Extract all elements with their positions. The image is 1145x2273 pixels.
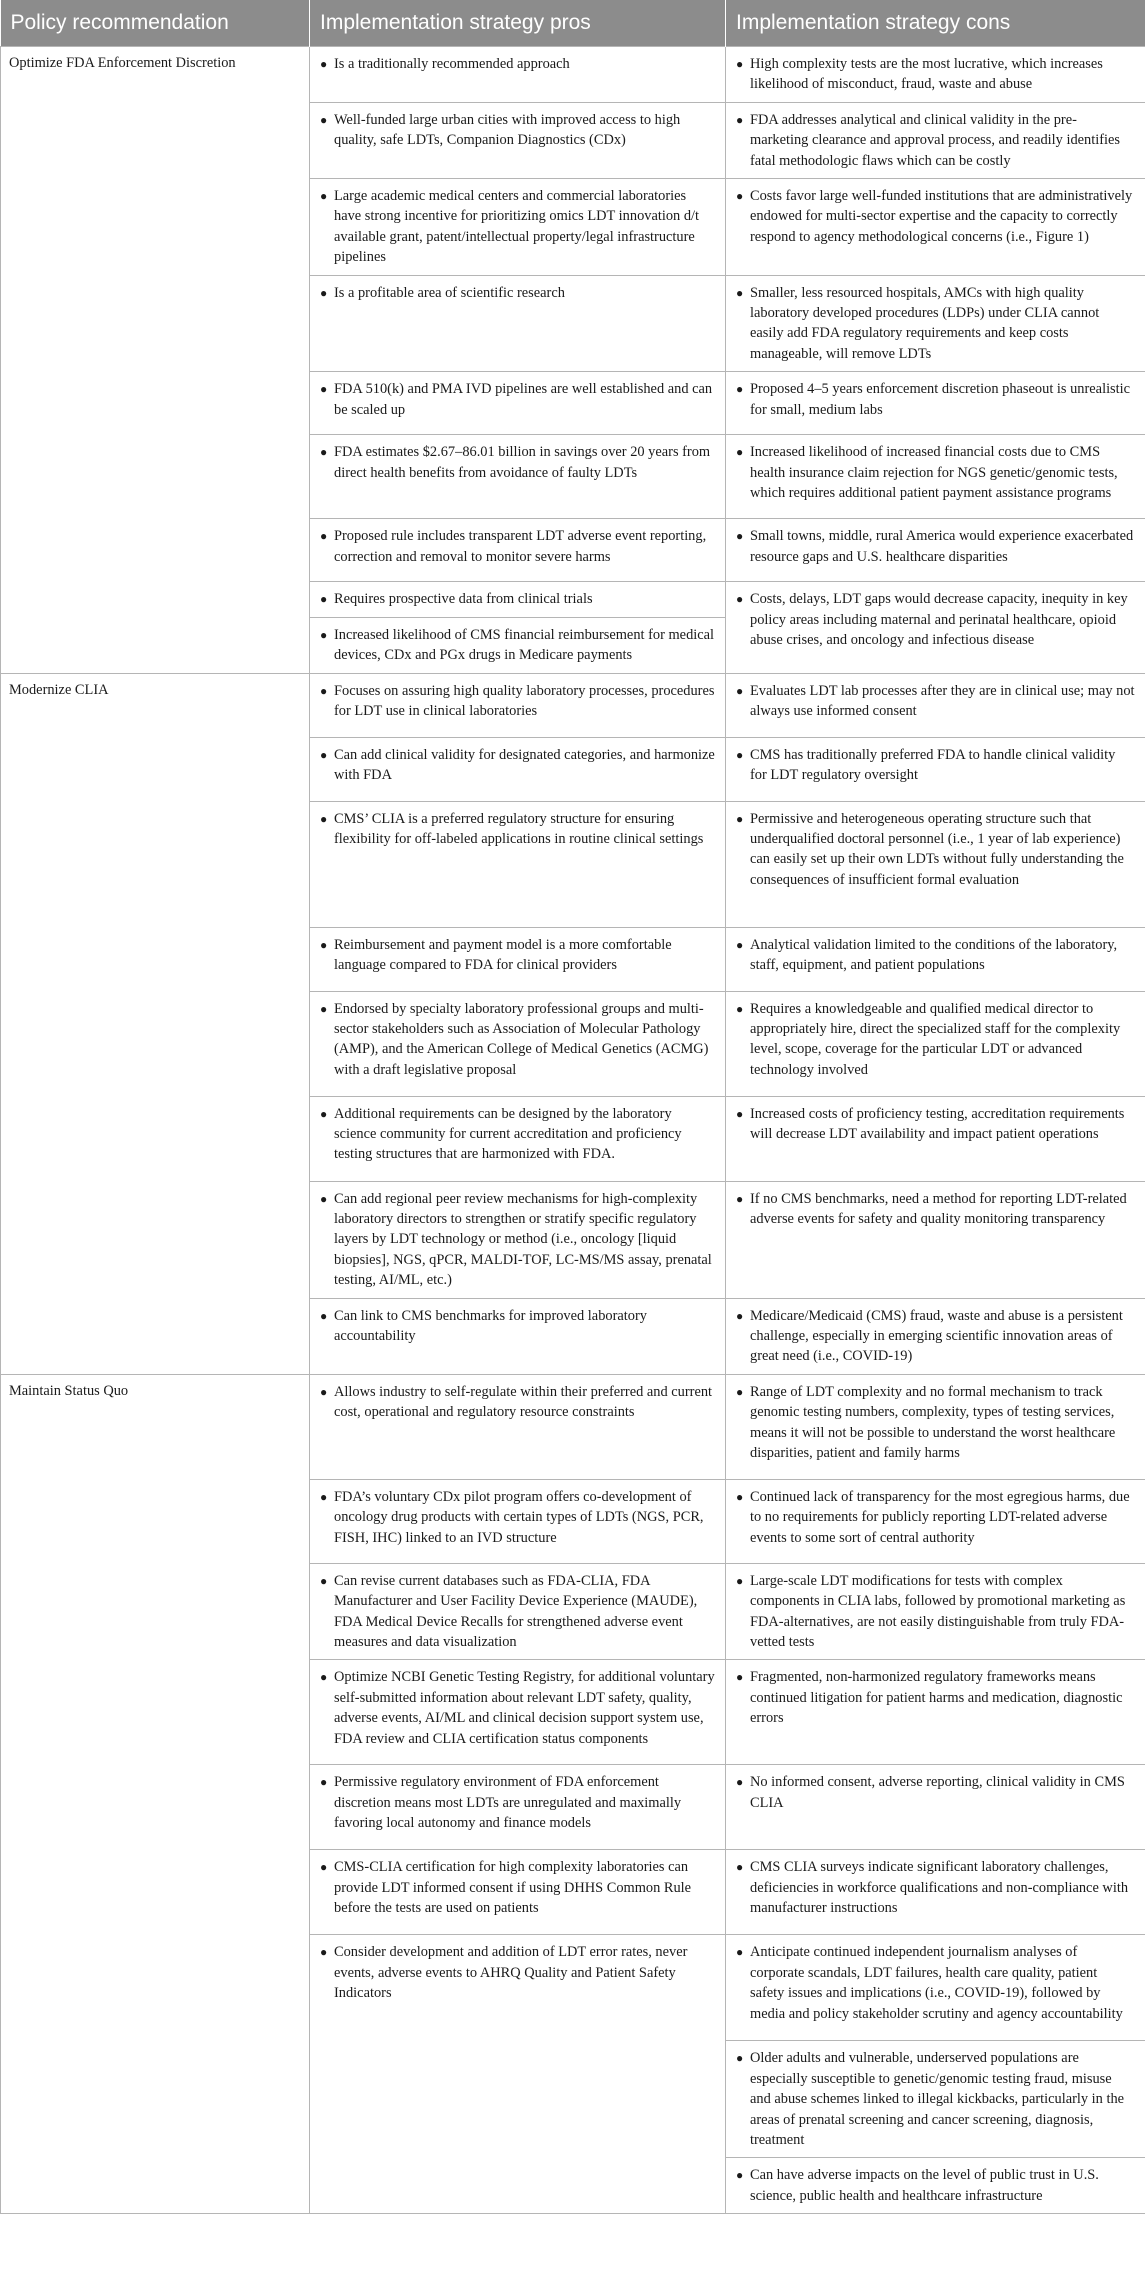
cons-text: Increased likelihood of increased financial costs due to CMS health insurance claim rejection for NGS genetic/genomic tests, which requires additional patient payment assistance programs bbox=[750, 444, 1118, 502]
cons-cell bbox=[726, 1660, 1145, 1765]
list-item bbox=[736, 1104, 1135, 1145]
bullet-icon: ● bbox=[736, 1489, 744, 1504]
bullet-icon: ● bbox=[320, 1191, 328, 1206]
pros-cell bbox=[310, 1181, 726, 1298]
cons-text: Small towns, middle, rural America would experience exacerbated resource gaps and U.S. healthcare disparities bbox=[750, 528, 1134, 565]
cons-text: Costs, delays, LDT gaps would decrease capacity, inequity in key policy areas including maternal and perinatal healthcare, opioid abuse crises, and oncology and infectious disease bbox=[750, 591, 1128, 649]
cons-cell bbox=[726, 737, 1145, 801]
bullet-icon: ● bbox=[736, 1860, 744, 1875]
bullet-icon: ● bbox=[736, 1191, 744, 1206]
pros-text: Optimize NCBI Genetic Testing Registry, for additional voluntary self-submitted information about relevant LDT safety, quality, adverse events, AI/ML and clinical decision support system use, FDA review and CLIA certification status components bbox=[334, 1669, 715, 1747]
list-item bbox=[736, 110, 1135, 171]
cons-text: Continued lack of transparency for the most egregious harms, due to no requirements for publicly reporting LDT-related adverse events to some sort of central authority bbox=[750, 1488, 1130, 1546]
bullet-icon: ● bbox=[320, 1308, 328, 1323]
header-pros: Implementation strategy pros bbox=[310, 0, 726, 47]
cons-text: Large-scale LDT modifications for tests with complex components in CLIA labs, followed by promotional marketing as FDA-alternatives, are not easily distinguishable from truly FDA-vetted tests bbox=[750, 1572, 1126, 1650]
pros-cell bbox=[310, 372, 726, 435]
cons-cell bbox=[726, 801, 1145, 927]
list-item bbox=[320, 1857, 715, 1918]
bullet-icon: ● bbox=[320, 811, 328, 826]
pros-cell bbox=[310, 179, 726, 276]
bullet-icon: ● bbox=[736, 112, 744, 127]
list-item bbox=[320, 186, 715, 268]
pros-cell bbox=[310, 801, 726, 927]
header-cons: Implementation strategy cons bbox=[726, 0, 1145, 47]
cons-text: If no CMS benchmarks, need a method for reporting LDT-related adverse events for safety and quality monitoring transparency bbox=[750, 1190, 1127, 1227]
bullet-icon: ● bbox=[320, 1775, 328, 1790]
list-item bbox=[736, 1857, 1135, 1918]
cons-cell bbox=[726, 1850, 1145, 1935]
bullet-icon: ● bbox=[320, 1384, 328, 1399]
pros-cell bbox=[310, 582, 726, 617]
pros-text: Well-funded large urban cities with improved access to high quality, safe LDTs, Companion Diagnostics (CDx) bbox=[334, 111, 681, 149]
list-item bbox=[736, 589, 1135, 650]
list-item bbox=[736, 283, 1135, 365]
cons-text: Medicare/Medicaid (CMS) fraud, waste and abuse is a persistent challenge, especially in emerging scientific innovation areas of great need (i.e., COVID-19) bbox=[750, 1307, 1123, 1365]
pros-text: Focuses on assuring high quality laboratory processes, procedures for LDT use in clinical laboratories bbox=[334, 682, 715, 719]
list-item bbox=[736, 1667, 1135, 1728]
bullet-icon: ● bbox=[736, 285, 744, 300]
list-item bbox=[320, 935, 715, 976]
cons-cell bbox=[726, 102, 1145, 178]
bullet-icon: ● bbox=[736, 1308, 744, 1323]
list-item bbox=[736, 1382, 1135, 1464]
pros-text: FDA’s voluntary CDx pilot program offers co-development of oncology drug products with certain types of LDTs (NGS, PCR, FISH, IHC) linked to an IVD structure bbox=[334, 1488, 704, 1546]
bullet-icon: ● bbox=[736, 1945, 744, 1960]
cons-cell bbox=[726, 1563, 1145, 1660]
list-item bbox=[736, 745, 1135, 786]
bullet-icon: ● bbox=[320, 747, 328, 762]
list-item bbox=[320, 283, 715, 303]
bullet-icon: ● bbox=[320, 382, 328, 397]
list-item bbox=[320, 1306, 715, 1347]
list-item bbox=[736, 1571, 1135, 1653]
bullet-icon: ● bbox=[320, 627, 328, 642]
cons-text: Requires a knowledgeable and qualified medical director to appropriately hire, direct the specialized staff for the complexity level, scope, coverage for the particular LDT or advanced technology involved bbox=[750, 1000, 1121, 1078]
list-item bbox=[736, 1942, 1135, 2024]
bullet-icon: ● bbox=[736, 189, 744, 204]
pros-cell bbox=[310, 737, 726, 801]
cons-text: No informed consent, adverse reporting, clinical validity in CMS CLIA bbox=[750, 1774, 1125, 1811]
pros-text: CMS-CLIA certification for high complexity laboratories can provide LDT informed consent if using DHHS Common Rule before the tests are used on patients bbox=[334, 1859, 692, 1917]
bullet-icon: ● bbox=[320, 189, 328, 204]
pros-cell bbox=[310, 1374, 726, 1479]
list-item bbox=[320, 681, 715, 722]
bullet-icon: ● bbox=[736, 2168, 744, 2183]
bullet-icon: ● bbox=[320, 937, 328, 952]
policy-cell: Optimize FDA Enforcement Discretion bbox=[1, 47, 310, 674]
list-item bbox=[320, 1571, 715, 1653]
list-item bbox=[320, 1382, 715, 1423]
list-item bbox=[320, 1104, 715, 1165]
list-item bbox=[320, 745, 715, 786]
list-item bbox=[736, 1487, 1135, 1548]
cons-cell bbox=[726, 275, 1145, 372]
cons-cell bbox=[726, 1374, 1145, 1479]
bullet-icon: ● bbox=[320, 529, 328, 544]
pros-cell bbox=[310, 1298, 726, 1374]
bullet-icon: ● bbox=[736, 592, 744, 607]
pros-text: Consider development and addition of LDT error rates, never events, adverse events to AHRQ Quality and Patient Safety Indicators bbox=[334, 1944, 688, 2002]
pros-cell bbox=[310, 1850, 726, 1935]
pros-cell bbox=[310, 1479, 726, 1563]
list-item bbox=[320, 1487, 715, 1548]
list-item bbox=[736, 681, 1135, 722]
cons-text: Permissive and heterogeneous operating structure such that underqualified doctoral personnel (i.e., 1 year of lab experience) can easily set up their own LDTs without fully understanding the consequences of insufficient formal evaluation bbox=[750, 810, 1124, 888]
list-item bbox=[320, 379, 715, 420]
pros-text: Can add regional peer review mechanisms for high-complexity laboratory directors to strengthen or stratify specific regulatory layers by LDT technology or method (i.e., oncology [liquid biopsies], NGS, qPCR, MALDI-TOF, LC-MS/MS assay, prenatal testing, AI/ML, etc.) bbox=[334, 1190, 712, 1289]
pros-text: Can add clinical validity for designated categories, and harmonize with FDA bbox=[334, 746, 715, 783]
bullet-icon: ● bbox=[320, 1489, 328, 1504]
pros-text: Reimbursement and payment model is a more comfortable language compared to FDA for clinical providers bbox=[334, 936, 672, 973]
pros-cell bbox=[310, 1563, 726, 1660]
table-row bbox=[1, 1374, 1145, 1479]
cons-cell bbox=[726, 1935, 1145, 2041]
cons-cell bbox=[726, 47, 1145, 103]
list-item bbox=[736, 1189, 1135, 1230]
pros-cell bbox=[310, 1660, 726, 1765]
pros-cell bbox=[310, 1935, 726, 2214]
list-item bbox=[736, 2048, 1135, 2150]
pros-text: CMS’ CLIA is a preferred regulatory structure for ensuring flexibility for off-labeled applications in routine clinical settings bbox=[334, 810, 704, 847]
pros-text: Permissive regulatory environment of FDA enforcement discretion means most LDTs are unregulated and maximally favoring local autonomy and finance models bbox=[334, 1774, 682, 1832]
list-item bbox=[320, 625, 715, 666]
cons-text: CMS has traditionally preferred FDA to handle clinical validity for LDT regulatory oversight bbox=[750, 746, 1116, 783]
pros-text: Can link to CMS benchmarks for improved laboratory accountability bbox=[334, 1307, 647, 1344]
list-item bbox=[320, 442, 715, 483]
cons-cell bbox=[726, 1181, 1145, 1298]
list-item bbox=[320, 809, 715, 850]
list-item bbox=[736, 379, 1135, 420]
pros-cell bbox=[310, 435, 726, 519]
bullet-icon: ● bbox=[736, 747, 744, 762]
list-item bbox=[320, 1772, 715, 1833]
bullet-icon: ● bbox=[736, 937, 744, 952]
cons-cell bbox=[726, 372, 1145, 435]
cons-cell bbox=[726, 435, 1145, 519]
pros-text: Is a traditionally recommended approach bbox=[334, 56, 570, 72]
pros-text: Allows industry to self-regulate within their preferred and current cost, operational and regulatory resource constraints bbox=[334, 1383, 713, 1421]
pros-cell bbox=[310, 927, 726, 991]
cons-text: Proposed 4–5 years enforcement discretion phaseout is unrealistic for small, medium labs bbox=[750, 381, 1131, 418]
cons-text: Smaller, less resourced hospitals, AMCs with high quality laboratory developed procedures (LDPs) under CLIA cannot easily add FDA regulatory requirements and keep costs manageable, will remove LDTs bbox=[750, 284, 1100, 362]
bullet-icon: ● bbox=[736, 811, 744, 826]
list-item bbox=[320, 1189, 715, 1291]
bullet-icon: ● bbox=[736, 683, 744, 698]
cons-text: Can have adverse impacts on the level of public trust in U.S. science, public health and healthcare infrastructure bbox=[750, 2167, 1099, 2204]
list-item bbox=[320, 526, 715, 567]
pros-text: Requires prospective data from clinical trials bbox=[334, 591, 593, 608]
pros-cell bbox=[310, 991, 726, 1096]
header-policy: Policy recommendation bbox=[1, 0, 310, 47]
pros-cell bbox=[310, 1096, 726, 1181]
bullet-icon: ● bbox=[320, 445, 328, 460]
bullet-icon: ● bbox=[736, 1573, 744, 1588]
list-item bbox=[736, 54, 1135, 95]
bullet-icon: ● bbox=[736, 529, 744, 544]
pros-cell bbox=[310, 102, 726, 178]
cons-text: Increased costs of proficiency testing, accreditation requirements will decrease LDT availability and impact patient operations bbox=[750, 1105, 1125, 1142]
list-item bbox=[320, 999, 715, 1081]
policy-cell: Maintain Status Quo bbox=[1, 1374, 310, 2213]
pros-cell bbox=[310, 617, 726, 673]
pros-text: FDA 510(k) and PMA IVD pipelines are well established and can be scaled up bbox=[334, 381, 713, 418]
cons-text: Fragmented, non-harmonized regulatory frameworks means continued litigation for patient harms and medication, diagnostic errors bbox=[750, 1669, 1123, 1727]
table-row bbox=[1, 47, 1145, 103]
cons-text: Costs favor large well-funded institutions that are administratively endowed for multi-sector expertise and the capacity to correctly respond to agency methodological concerns (i.e., Figure 1) bbox=[750, 188, 1133, 245]
bullet-icon: ● bbox=[320, 592, 328, 607]
list-item bbox=[736, 999, 1135, 1081]
bullet-icon: ● bbox=[736, 1384, 744, 1399]
pros-text: Endorsed by specialty laboratory professional groups and multi-sector stakeholders such as Association of Molecular Pathology (AMP), and the American College of Medical Genetics (ACMG) with a draft legislative proposal bbox=[334, 1000, 709, 1078]
bullet-icon: ● bbox=[320, 1573, 328, 1588]
cons-text: CMS CLIA surveys indicate significant laboratory challenges, deficiencies in workforce qualifications and non-compliance with manufacturer instructions bbox=[750, 1859, 1129, 1917]
cons-cell bbox=[726, 991, 1145, 1096]
table-row bbox=[1, 673, 1145, 737]
cons-cell bbox=[726, 673, 1145, 737]
list-item bbox=[736, 526, 1135, 567]
bullet-icon: ● bbox=[320, 1945, 328, 1960]
pros-cell bbox=[310, 1765, 726, 1850]
cons-cell bbox=[726, 1298, 1145, 1374]
cons-cell bbox=[726, 1479, 1145, 1563]
pros-cell bbox=[310, 47, 726, 103]
list-item bbox=[320, 110, 715, 151]
cons-text: FDA addresses analytical and clinical validity in the pre-marketing clearance and approval process, and readily identifies fatal methodologic flaws which can be costly bbox=[750, 111, 1120, 169]
pros-text: Proposed rule includes transparent LDT adverse event reporting, correction and removal to monitor severe harms bbox=[334, 528, 707, 565]
cons-text: Analytical validation limited to the conditions of the laboratory, staff, equipment, and patient populations bbox=[750, 936, 1118, 973]
bullet-icon: ● bbox=[320, 683, 328, 698]
cons-cell bbox=[726, 2041, 1145, 2158]
bullet-icon: ● bbox=[320, 112, 328, 127]
bullet-icon: ● bbox=[320, 285, 328, 300]
pros-text: Additional requirements can be designed by the laboratory science community for current accreditation and proficiency testing structures that are harmonized with FDA. bbox=[334, 1105, 682, 1163]
list-item bbox=[736, 1306, 1135, 1367]
cons-cell bbox=[726, 2158, 1145, 2214]
list-item bbox=[320, 54, 715, 74]
cons-text: Range of LDT complexity and no formal mechanism to track genomic testing numbers, complexity, types of testing services, means it will not be possible to understand the worst healthcare disparities, patient and family harms bbox=[750, 1383, 1116, 1461]
bullet-icon: ● bbox=[320, 1106, 328, 1121]
cons-cell bbox=[726, 1096, 1145, 1181]
bullet-icon: ● bbox=[736, 1001, 744, 1016]
bullet-icon: ● bbox=[736, 1106, 744, 1121]
cons-cell bbox=[726, 582, 1145, 673]
bullet-icon: ● bbox=[320, 57, 328, 71]
list-item bbox=[320, 589, 715, 609]
cons-cell bbox=[726, 1765, 1145, 1850]
list-item bbox=[320, 1667, 715, 1749]
pros-cell bbox=[310, 275, 726, 372]
bullet-icon: ● bbox=[736, 1670, 744, 1685]
pros-text: Increased likelihood of CMS financial reimbursement for medical devices, CDx and PGx drugs in Medicare payments bbox=[334, 626, 715, 664]
bullet-icon: ● bbox=[736, 445, 744, 460]
list-item bbox=[736, 442, 1135, 503]
pros-text: Large academic medical centers and commercial laboratories have strong incentive for prioritizing omics LDT innovation d/t available grant, patent/intellectual property/legal infrastructure pipelines bbox=[334, 188, 700, 266]
bullet-icon: ● bbox=[736, 57, 744, 71]
cons-text: Anticipate continued independent journalism analyses of corporate scandals, LDT failures, health care quality, patient safety issues and implications (i.e., COVID-19), followed by media and policy stakeholder scrutiny and agency accountability bbox=[750, 1944, 1123, 2022]
cons-cell bbox=[726, 519, 1145, 582]
cons-text: Older adults and vulnerable, underserved populations are especially susceptible to genetic/genomic testing fraud, misuse and abuse schemes linked to illegal kickbacks, particularly in the areas of prenatal screening and cancer screening, diagnosis, treatment bbox=[750, 2050, 1125, 2148]
pros-cell bbox=[310, 519, 726, 582]
cons-text: High complexity tests are the most lucrative, which increases likelihood of misconduct, fraud, waste and abuse bbox=[750, 56, 1103, 93]
pros-cell bbox=[310, 673, 726, 737]
bullet-icon: ● bbox=[736, 382, 744, 397]
list-item bbox=[736, 1772, 1135, 1813]
policy-cell: Modernize CLIA bbox=[1, 673, 310, 1374]
bullet-icon: ● bbox=[736, 1775, 744, 1790]
list-item bbox=[736, 2165, 1135, 2206]
table-body bbox=[1, 47, 1145, 2214]
bullet-icon: ● bbox=[320, 1670, 328, 1685]
list-item bbox=[736, 186, 1135, 247]
bullet-icon: ● bbox=[320, 1001, 328, 1016]
bullet-icon: ● bbox=[736, 2051, 744, 2066]
pros-text: FDA estimates $2.67–86.01 billion in savings over 20 years from direct health benefits from avoidance of faulty LDTs bbox=[334, 444, 711, 481]
bullet-icon: ● bbox=[320, 1860, 328, 1875]
list-item bbox=[320, 1942, 715, 2003]
header-row bbox=[1, 0, 1145, 47]
pros-text: Is a profitable area of scientific research bbox=[334, 284, 565, 301]
pros-text: Can revise current databases such as FDA-CLIA, FDA Manufacturer and User Facility Device Experience (MAUDE), FDA Medical Device Recalls for strengthened adverse event measures and data visualization bbox=[334, 1572, 698, 1650]
cons-cell bbox=[726, 927, 1145, 991]
cons-cell bbox=[726, 179, 1145, 276]
list-item bbox=[736, 809, 1135, 891]
cons-text: Evaluates LDT lab processes after they are in clinical use; may not always use informed consent bbox=[750, 682, 1135, 719]
list-item bbox=[736, 935, 1135, 976]
